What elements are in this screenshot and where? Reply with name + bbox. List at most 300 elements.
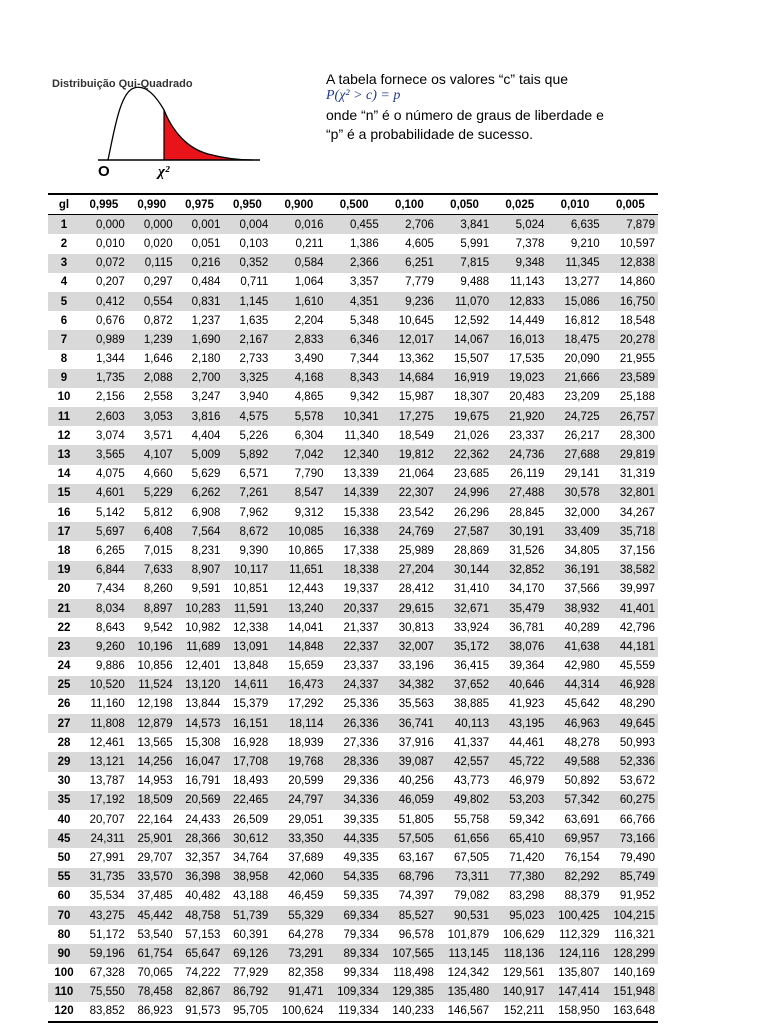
critical-value-cell: 59,342 bbox=[492, 810, 547, 829]
critical-value-cell: 13,277 bbox=[547, 273, 602, 292]
critical-value-cell: 83,852 bbox=[80, 1002, 128, 1022]
critical-value-cell: 79,082 bbox=[437, 887, 492, 906]
critical-value-cell: 16,919 bbox=[437, 369, 492, 388]
critical-value-cell: 100,624 bbox=[271, 1002, 326, 1022]
critical-value-cell: 53,540 bbox=[128, 925, 176, 944]
critical-value-cell: 4,404 bbox=[176, 426, 224, 445]
degrees-of-freedom-cell: 7 bbox=[48, 330, 80, 349]
critical-value-cell: 4,601 bbox=[80, 484, 128, 503]
table-row bbox=[48, 733, 658, 752]
critical-value-cell: 4,660 bbox=[128, 465, 176, 484]
critical-value-cell: 33,409 bbox=[547, 522, 602, 541]
critical-value-cell: 4,575 bbox=[223, 407, 271, 426]
critical-value-cell: 91,471 bbox=[271, 983, 326, 1002]
table-row bbox=[48, 388, 658, 407]
critical-value-cell: 13,240 bbox=[271, 599, 326, 618]
description bbox=[326, 70, 726, 144]
critical-value-cell: 37,566 bbox=[547, 580, 602, 599]
critical-value-cell: 27,488 bbox=[492, 484, 547, 503]
critical-value-cell: 17,192 bbox=[80, 791, 128, 810]
critical-value-cell: 37,652 bbox=[437, 676, 492, 695]
critical-value-cell: 12,017 bbox=[382, 330, 437, 349]
table-row bbox=[48, 791, 658, 810]
table-row bbox=[48, 522, 658, 541]
critical-value-cell: 106,629 bbox=[492, 925, 547, 944]
critical-value-cell: 10,597 bbox=[603, 234, 658, 253]
critical-value-cell: 158,950 bbox=[547, 1002, 602, 1022]
critical-value-cell: 135,807 bbox=[547, 964, 602, 983]
critical-value-cell: 5,697 bbox=[80, 522, 128, 541]
degrees-of-freedom-cell: 29 bbox=[48, 752, 80, 771]
critical-value-cell: 116,321 bbox=[603, 925, 658, 944]
critical-value-cell: 77,380 bbox=[492, 868, 547, 887]
degrees-of-freedom-cell: 60 bbox=[48, 887, 80, 906]
table-row bbox=[48, 964, 658, 983]
degrees-of-freedom-cell: 20 bbox=[48, 580, 80, 599]
probability-header: 0,010 bbox=[547, 194, 602, 215]
critical-value-cell: 107,565 bbox=[382, 944, 437, 963]
critical-value-cell: 37,485 bbox=[128, 887, 176, 906]
critical-value-cell: 45,642 bbox=[547, 695, 602, 714]
critical-value-cell: 3,357 bbox=[326, 273, 381, 292]
critical-value-cell: 14,684 bbox=[382, 369, 437, 388]
table-row bbox=[48, 273, 658, 292]
critical-value-cell: 77,929 bbox=[223, 964, 271, 983]
critical-value-cell: 25,336 bbox=[326, 695, 381, 714]
critical-value-cell: 71,420 bbox=[492, 848, 547, 867]
critical-value-cell: 0,016 bbox=[271, 215, 326, 235]
critical-value-cell: 20,278 bbox=[603, 330, 658, 349]
critical-value-cell: 26,119 bbox=[492, 465, 547, 484]
critical-value-cell: 34,805 bbox=[547, 541, 602, 560]
table-row bbox=[48, 829, 658, 848]
critical-value-cell: 3,565 bbox=[80, 445, 128, 464]
critical-value-cell: 21,064 bbox=[382, 465, 437, 484]
critical-value-cell: 7,790 bbox=[271, 465, 326, 484]
critical-value-cell: 14,449 bbox=[492, 311, 547, 330]
probability-header: 0,100 bbox=[382, 194, 437, 215]
table-row bbox=[48, 445, 658, 464]
critical-value-cell: 36,398 bbox=[176, 868, 224, 887]
critical-value-cell: 10,856 bbox=[128, 657, 176, 676]
critical-value-cell: 70,065 bbox=[128, 964, 176, 983]
probability-header: 0,025 bbox=[492, 194, 547, 215]
critical-value-cell: 37,156 bbox=[603, 541, 658, 560]
table-row bbox=[48, 484, 658, 503]
degrees-of-freedom-cell: 13 bbox=[48, 445, 80, 464]
critical-value-cell: 41,923 bbox=[492, 695, 547, 714]
critical-value-cell: 40,646 bbox=[492, 676, 547, 695]
critical-value-cell: 21,337 bbox=[326, 618, 381, 637]
degrees-of-freedom-cell: 110 bbox=[48, 983, 80, 1002]
critical-value-cell: 12,461 bbox=[80, 733, 128, 752]
critical-value-cell: 11,651 bbox=[271, 561, 326, 580]
critical-value-cell: 8,034 bbox=[80, 599, 128, 618]
critical-value-cell: 26,217 bbox=[547, 426, 602, 445]
critical-value-cell: 24,797 bbox=[271, 791, 326, 810]
chi-label: χ² bbox=[158, 164, 170, 180]
critical-value-cell: 10,851 bbox=[223, 580, 271, 599]
critical-value-cell: 7,564 bbox=[176, 522, 224, 541]
critical-value-cell: 135,480 bbox=[437, 983, 492, 1002]
critical-value-cell: 12,340 bbox=[326, 445, 381, 464]
degrees-of-freedom-cell: 12 bbox=[48, 426, 80, 445]
critical-value-cell: 43,773 bbox=[437, 772, 492, 791]
critical-value-cell: 73,311 bbox=[437, 868, 492, 887]
critical-value-cell: 9,591 bbox=[176, 580, 224, 599]
table-row bbox=[48, 254, 658, 273]
critical-value-cell: 11,340 bbox=[326, 426, 381, 445]
critical-value-cell: 18,549 bbox=[382, 426, 437, 445]
critical-value-cell: 37,916 bbox=[382, 733, 437, 752]
critical-value-cell: 16,812 bbox=[547, 311, 602, 330]
critical-value-cell: 36,415 bbox=[437, 657, 492, 676]
degrees-of-freedom-cell: 6 bbox=[48, 311, 80, 330]
critical-value-cell: 7,815 bbox=[437, 254, 492, 273]
critical-value-cell: 0,211 bbox=[271, 234, 326, 253]
critical-value-cell: 8,547 bbox=[271, 484, 326, 503]
critical-value-cell: 5,024 bbox=[492, 215, 547, 235]
critical-value-cell: 41,638 bbox=[547, 637, 602, 656]
critical-value-cell: 23,209 bbox=[547, 388, 602, 407]
critical-value-cell: 5,892 bbox=[223, 445, 271, 464]
critical-value-cell: 49,645 bbox=[603, 714, 658, 733]
critical-value-cell: 16,013 bbox=[492, 330, 547, 349]
table-header-row bbox=[48, 194, 658, 215]
critical-value-cell: 7,962 bbox=[223, 503, 271, 522]
degrees-of-freedom-cell: 55 bbox=[48, 868, 80, 887]
critical-value-cell: 28,869 bbox=[437, 541, 492, 560]
critical-value-cell: 1,239 bbox=[128, 330, 176, 349]
critical-value-cell: 2,204 bbox=[271, 311, 326, 330]
critical-value-cell: 9,342 bbox=[326, 388, 381, 407]
critical-value-cell: 11,524 bbox=[128, 676, 176, 695]
critical-value-cell: 8,343 bbox=[326, 369, 381, 388]
critical-value-cell: 0,207 bbox=[80, 273, 128, 292]
critical-value-cell: 82,358 bbox=[271, 964, 326, 983]
degrees-of-freedom-cell: 26 bbox=[48, 695, 80, 714]
critical-value-cell: 49,335 bbox=[326, 848, 381, 867]
critical-value-cell: 9,312 bbox=[271, 503, 326, 522]
critical-value-cell: 69,334 bbox=[326, 906, 381, 925]
critical-value-cell: 6,304 bbox=[271, 426, 326, 445]
critical-value-cell: 79,490 bbox=[603, 848, 658, 867]
critical-value-cell: 9,488 bbox=[437, 273, 492, 292]
table-row bbox=[48, 561, 658, 580]
critical-value-cell: 59,335 bbox=[326, 887, 381, 906]
critical-value-cell: 3,325 bbox=[223, 369, 271, 388]
critical-value-cell: 95,023 bbox=[492, 906, 547, 925]
table-row bbox=[48, 714, 658, 733]
critical-value-cell: 38,076 bbox=[492, 637, 547, 656]
critical-value-cell: 40,113 bbox=[437, 714, 492, 733]
critical-value-cell: 42,557 bbox=[437, 752, 492, 771]
critical-value-cell: 11,143 bbox=[492, 273, 547, 292]
degrees-of-freedom-cell: 22 bbox=[48, 618, 80, 637]
critical-value-cell: 124,116 bbox=[547, 944, 602, 963]
degrees-of-freedom-cell: 90 bbox=[48, 944, 80, 963]
critical-value-cell: 39,335 bbox=[326, 810, 381, 829]
critical-value-cell: 17,338 bbox=[326, 541, 381, 560]
critical-value-cell: 44,335 bbox=[326, 829, 381, 848]
critical-value-cell: 11,808 bbox=[80, 714, 128, 733]
critical-value-cell: 5,991 bbox=[437, 234, 492, 253]
critical-value-cell: 6,908 bbox=[176, 503, 224, 522]
critical-value-cell: 46,059 bbox=[382, 791, 437, 810]
critical-value-cell: 54,335 bbox=[326, 868, 381, 887]
degrees-of-freedom-cell: 5 bbox=[48, 292, 80, 311]
critical-value-cell: 27,204 bbox=[382, 561, 437, 580]
probability-formula: P(χ² > c) = p bbox=[326, 88, 401, 103]
table-row bbox=[48, 906, 658, 925]
critical-value-cell: 5,348 bbox=[326, 311, 381, 330]
critical-value-cell: 24,337 bbox=[326, 676, 381, 695]
critical-value-cell: 1,610 bbox=[271, 292, 326, 311]
critical-value-cell: 35,534 bbox=[80, 887, 128, 906]
critical-value-cell: 30,813 bbox=[382, 618, 437, 637]
critical-value-cell: 28,845 bbox=[492, 503, 547, 522]
critical-value-cell: 73,291 bbox=[271, 944, 326, 963]
critical-value-cell: 88,379 bbox=[547, 887, 602, 906]
table-row bbox=[48, 657, 658, 676]
critical-value-cell: 28,366 bbox=[176, 829, 224, 848]
critical-value-cell: 0,072 bbox=[80, 254, 128, 273]
critical-value-cell: 2,733 bbox=[223, 350, 271, 369]
critical-value-cell: 3,074 bbox=[80, 426, 128, 445]
degrees-of-freedom-cell: 30 bbox=[48, 772, 80, 791]
critical-value-cell: 27,587 bbox=[437, 522, 492, 541]
critical-value-cell: 11,345 bbox=[547, 254, 602, 273]
description-line-1: A tabela fornece os valores “c” tais que bbox=[326, 71, 569, 87]
critical-value-cell: 10,117 bbox=[223, 561, 271, 580]
critical-value-cell: 18,114 bbox=[271, 714, 326, 733]
critical-value-cell: 68,796 bbox=[382, 868, 437, 887]
critical-value-cell: 50,892 bbox=[547, 772, 602, 791]
degrees-of-freedom-cell: 25 bbox=[48, 676, 80, 695]
critical-value-cell: 57,505 bbox=[382, 829, 437, 848]
table-row bbox=[48, 618, 658, 637]
critical-value-cell: 12,592 bbox=[437, 311, 492, 330]
critical-value-cell: 29,615 bbox=[382, 599, 437, 618]
critical-value-cell: 17,292 bbox=[271, 695, 326, 714]
critical-value-cell: 15,379 bbox=[223, 695, 271, 714]
critical-value-cell: 8,897 bbox=[128, 599, 176, 618]
degrees-of-freedom-cell: 120 bbox=[48, 1002, 80, 1022]
critical-value-cell: 4,107 bbox=[128, 445, 176, 464]
critical-value-cell: 5,229 bbox=[128, 484, 176, 503]
critical-value-cell: 20,337 bbox=[326, 599, 381, 618]
critical-value-cell: 31,526 bbox=[492, 541, 547, 560]
critical-value-cell: 24,725 bbox=[547, 407, 602, 426]
critical-value-cell: 38,885 bbox=[437, 695, 492, 714]
table-row bbox=[48, 330, 658, 349]
critical-value-cell: 0,484 bbox=[176, 273, 224, 292]
critical-value-cell: 25,901 bbox=[128, 829, 176, 848]
degrees-of-freedom-cell: 19 bbox=[48, 561, 80, 580]
critical-value-cell: 12,879 bbox=[128, 714, 176, 733]
critical-value-cell: 9,348 bbox=[492, 254, 547, 273]
critical-value-cell: 18,493 bbox=[223, 772, 271, 791]
critical-value-cell: 112,329 bbox=[547, 925, 602, 944]
probability-header: 0,990 bbox=[128, 194, 176, 215]
critical-value-cell: 96,578 bbox=[382, 925, 437, 944]
table-row bbox=[48, 944, 658, 963]
degrees-of-freedom-cell: 4 bbox=[48, 273, 80, 292]
critical-value-cell: 31,735 bbox=[80, 868, 128, 887]
critical-value-cell: 0,352 bbox=[223, 254, 271, 273]
critical-value-cell: 22,465 bbox=[223, 791, 271, 810]
critical-value-cell: 65,647 bbox=[176, 944, 224, 963]
critical-value-cell: 42,060 bbox=[271, 868, 326, 887]
critical-value-cell: 1,646 bbox=[128, 350, 176, 369]
critical-value-cell: 1,735 bbox=[80, 369, 128, 388]
critical-value-cell: 14,041 bbox=[271, 618, 326, 637]
critical-value-cell: 151,948 bbox=[603, 983, 658, 1002]
critical-value-cell: 29,336 bbox=[326, 772, 381, 791]
probability-header: 0,995 bbox=[80, 194, 128, 215]
critical-value-cell: 48,290 bbox=[603, 695, 658, 714]
critical-value-cell: 14,848 bbox=[271, 637, 326, 656]
critical-value-cell: 27,336 bbox=[326, 733, 381, 752]
critical-value-cell: 86,792 bbox=[223, 983, 271, 1002]
critical-value-cell: 73,166 bbox=[603, 829, 658, 848]
critical-value-cell: 17,275 bbox=[382, 407, 437, 426]
critical-value-cell: 4,865 bbox=[271, 388, 326, 407]
critical-value-cell: 43,188 bbox=[223, 887, 271, 906]
critical-value-cell: 100,425 bbox=[547, 906, 602, 925]
probability-header: 0,975 bbox=[176, 194, 224, 215]
degrees-of-freedom-cell: 40 bbox=[48, 810, 80, 829]
table-row bbox=[48, 465, 658, 484]
critical-value-cell: 19,812 bbox=[382, 445, 437, 464]
critical-value-cell: 12,198 bbox=[128, 695, 176, 714]
critical-value-cell: 23,337 bbox=[326, 657, 381, 676]
critical-value-cell: 14,611 bbox=[223, 676, 271, 695]
critical-value-cell: 3,816 bbox=[176, 407, 224, 426]
critical-value-cell: 11,070 bbox=[437, 292, 492, 311]
critical-value-cell: 4,168 bbox=[271, 369, 326, 388]
critical-value-cell: 23,337 bbox=[492, 426, 547, 445]
degrees-of-freedom-cell: 50 bbox=[48, 848, 80, 867]
critical-value-cell: 18,548 bbox=[603, 311, 658, 330]
table-row bbox=[48, 772, 658, 791]
critical-value-cell: 124,342 bbox=[437, 964, 492, 983]
critical-value-cell: 6,346 bbox=[326, 330, 381, 349]
critical-value-cell: 8,672 bbox=[223, 522, 271, 541]
critical-value-cell: 32,000 bbox=[547, 503, 602, 522]
critical-value-cell: 39,364 bbox=[492, 657, 547, 676]
critical-value-cell: 21,666 bbox=[547, 369, 602, 388]
table-row bbox=[48, 407, 658, 426]
critical-value-cell: 39,087 bbox=[382, 752, 437, 771]
critical-value-cell: 12,838 bbox=[603, 254, 658, 273]
critical-value-cell: 28,412 bbox=[382, 580, 437, 599]
critical-value-cell: 16,047 bbox=[176, 752, 224, 771]
critical-value-cell: 13,339 bbox=[326, 465, 381, 484]
critical-value-cell: 0,020 bbox=[128, 234, 176, 253]
critical-value-cell: 0,010 bbox=[80, 234, 128, 253]
degrees-of-freedom-cell: 14 bbox=[48, 465, 80, 484]
critical-value-cell: 2,167 bbox=[223, 330, 271, 349]
critical-value-cell: 101,879 bbox=[437, 925, 492, 944]
critical-value-cell: 63,167 bbox=[382, 848, 437, 867]
critical-value-cell: 3,940 bbox=[223, 388, 271, 407]
critical-value-cell: 5,578 bbox=[271, 407, 326, 426]
degrees-of-freedom-cell: 18 bbox=[48, 541, 80, 560]
critical-value-cell: 35,563 bbox=[382, 695, 437, 714]
chi-square-figure bbox=[48, 72, 268, 190]
critical-value-cell: 82,867 bbox=[176, 983, 224, 1002]
critical-value-cell: 79,334 bbox=[326, 925, 381, 944]
table-row bbox=[48, 580, 658, 599]
critical-value-cell: 75,550 bbox=[80, 983, 128, 1002]
critical-value-cell: 14,339 bbox=[326, 484, 381, 503]
critical-value-cell: 10,520 bbox=[80, 676, 128, 695]
critical-value-cell: 113,145 bbox=[437, 944, 492, 963]
critical-value-cell: 43,275 bbox=[80, 906, 128, 925]
critical-value-cell: 24,311 bbox=[80, 829, 128, 848]
critical-value-cell: 14,573 bbox=[176, 714, 224, 733]
critical-value-cell: 48,758 bbox=[176, 906, 224, 925]
critical-value-cell: 40,482 bbox=[176, 887, 224, 906]
critical-value-cell: 32,801 bbox=[603, 484, 658, 503]
critical-value-cell: 19,337 bbox=[326, 580, 381, 599]
critical-value-cell: 69,126 bbox=[223, 944, 271, 963]
critical-value-cell: 18,475 bbox=[547, 330, 602, 349]
probability-header: 0,950 bbox=[223, 194, 271, 215]
critical-value-cell: 13,565 bbox=[128, 733, 176, 752]
critical-value-cell: 51,172 bbox=[80, 925, 128, 944]
critical-value-cell: 163,648 bbox=[603, 1002, 658, 1022]
critical-value-cell: 26,336 bbox=[326, 714, 381, 733]
critical-value-cell: 53,672 bbox=[603, 772, 658, 791]
critical-value-cell: 41,337 bbox=[437, 733, 492, 752]
critical-value-cell: 33,924 bbox=[437, 618, 492, 637]
critical-value-cell: 20,090 bbox=[547, 350, 602, 369]
critical-value-cell: 7,015 bbox=[128, 541, 176, 560]
critical-value-cell: 65,410 bbox=[492, 829, 547, 848]
critical-value-cell: 14,256 bbox=[128, 752, 176, 771]
critical-value-cell: 9,886 bbox=[80, 657, 128, 676]
critical-value-cell: 0,711 bbox=[223, 273, 271, 292]
critical-value-cell: 40,256 bbox=[382, 772, 437, 791]
degrees-of-freedom-cell: 80 bbox=[48, 925, 80, 944]
critical-value-cell: 45,442 bbox=[128, 906, 176, 925]
table-row bbox=[48, 599, 658, 618]
critical-value-cell: 0,676 bbox=[80, 311, 128, 330]
critical-value-cell: 16,791 bbox=[176, 772, 224, 791]
critical-value-cell: 0,001 bbox=[176, 215, 224, 235]
critical-value-cell: 23,589 bbox=[603, 369, 658, 388]
critical-value-cell: 5,629 bbox=[176, 465, 224, 484]
table-row bbox=[48, 311, 658, 330]
critical-value-cell: 12,443 bbox=[271, 580, 326, 599]
critical-value-cell: 0,412 bbox=[80, 292, 128, 311]
critical-value-cell: 29,707 bbox=[128, 848, 176, 867]
critical-value-cell: 74,397 bbox=[382, 887, 437, 906]
critical-value-cell: 1,237 bbox=[176, 311, 224, 330]
critical-value-cell: 10,283 bbox=[176, 599, 224, 618]
critical-value-cell: 18,338 bbox=[326, 561, 381, 580]
critical-value-cell: 26,757 bbox=[603, 407, 658, 426]
critical-value-cell: 0,554 bbox=[128, 292, 176, 311]
critical-value-cell: 30,612 bbox=[223, 829, 271, 848]
critical-value-cell: 2,156 bbox=[80, 388, 128, 407]
critical-value-cell: 34,267 bbox=[603, 503, 658, 522]
critical-value-cell: 1,064 bbox=[271, 273, 326, 292]
table-row bbox=[48, 868, 658, 887]
critical-value-cell: 46,459 bbox=[271, 887, 326, 906]
